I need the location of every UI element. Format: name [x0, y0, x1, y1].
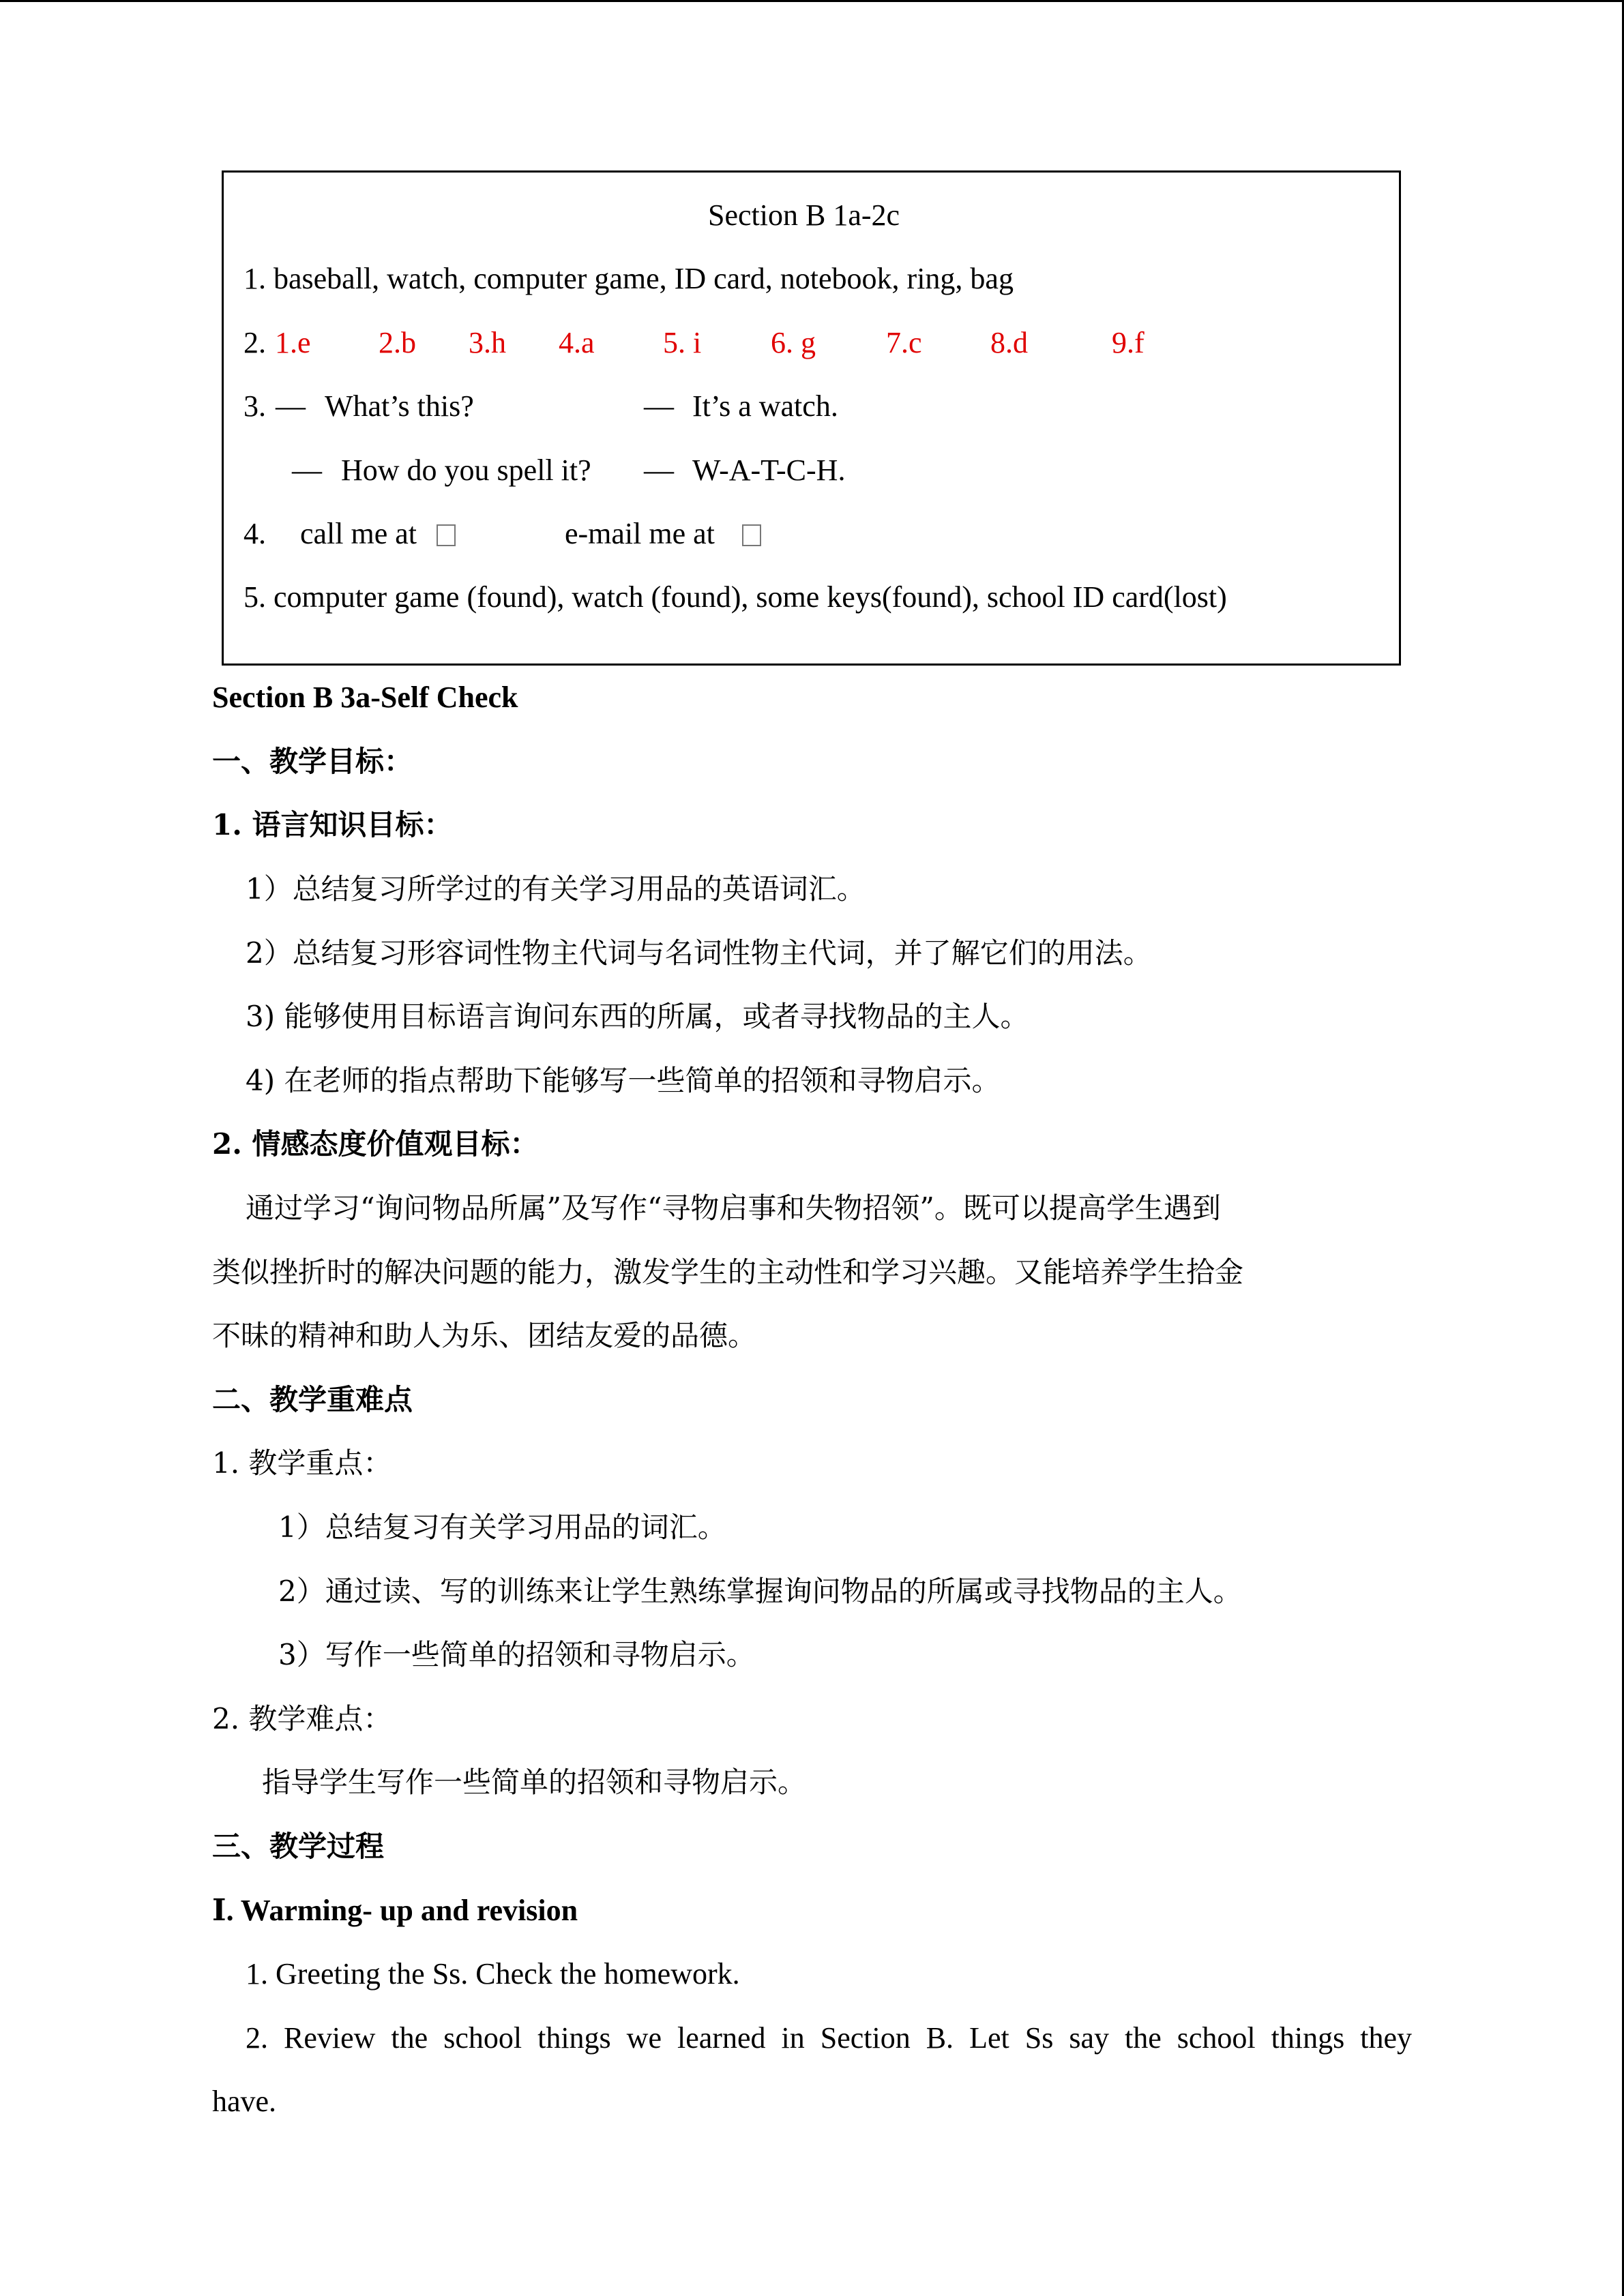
call-me-label: call me at: [300, 517, 417, 550]
missing-glyph-icon: [437, 515, 456, 553]
step1-heading: Ⅰ. Warming- up and revision: [212, 1894, 578, 1927]
answer-item-2-prefix: 2.: [243, 326, 266, 359]
key2-heading: 2. 教学难点：: [212, 1702, 392, 1735]
dash: —: [292, 453, 322, 487]
section-title: Section B 3a-Self Check: [212, 681, 518, 714]
keypoints-heading: 二、教学重难点: [212, 1383, 413, 1416]
step1-item: 2. Review the school things we learned in Section B. Let Ss say the school things they: [246, 2021, 1412, 2055]
answer-match: 5. i: [663, 326, 702, 359]
dialogue-q2: How do you spell it?: [341, 453, 591, 487]
missing-glyph-icon: [742, 515, 761, 553]
answer-item-1: 1. baseball, watch, computer game, ID card, notebook, ring, bag: [243, 262, 1014, 295]
answer-match: 1.e: [275, 326, 311, 359]
key1-item: 2）通过读、写的训练来让学生熟练掌握询问物品的所属或寻找物品的主人。: [278, 1575, 1242, 1608]
goal1-item: 1）总结复习所学过的有关学习用品的英语词汇。: [246, 872, 866, 906]
email-me-label: e-mail me at: [565, 517, 715, 550]
dash: —: [644, 453, 674, 487]
answer-match: 2.b: [379, 326, 416, 359]
goal2-text-line: 不昧的精神和助人为乐、团结友爱的品德。: [212, 1319, 757, 1352]
answer-match: 9.f: [1112, 326, 1145, 359]
key1-item: 1）总结复习有关学习用品的词汇。: [278, 1510, 726, 1544]
answer-match: 8.d: [990, 326, 1028, 359]
goal2-text-line: 通过学习“询问物品所属”及写作“寻物启事和失物招领”。既可以提高学生遇到: [246, 1191, 1221, 1225]
dash: —: [644, 389, 674, 423]
answer-item-5: 5. computer game (found), watch (found), some keys(found), school ID card(lost): [243, 580, 1227, 614]
goals-heading: 一、教学目标：: [212, 745, 413, 778]
answer-match: 4.a: [559, 326, 595, 359]
step1-item: 1. Greeting the Ss. Check the homework.: [246, 1957, 740, 1991]
dialogue-a2: W-A-T-C-H.: [692, 453, 846, 487]
answer-item-3-num: 3.: [243, 389, 266, 423]
page-top-border: [0, 0, 1624, 2]
answer-box-title: Section B 1a-2c: [708, 198, 900, 232]
key2-text: 指导学生写作一些简单的招领和寻物启示。: [262, 1765, 807, 1799]
key1-heading: 1. 教学重点：: [212, 1446, 392, 1480]
dash: —: [276, 389, 306, 423]
goal1-heading: 1. 语言知识目标：: [212, 808, 453, 841]
answer-match: 3.h: [469, 326, 506, 359]
key1-item: 3）写作一些简单的招领和寻物启示。: [278, 1638, 755, 1671]
dialogue-q1: What’s this?: [325, 389, 474, 423]
answer-item-2: [243, 324, 1198, 362]
goal1-item: 2）总结复习形容词性物主代词与名词性物主代词，并了解它们的用法。: [246, 936, 1152, 970]
dialogue-a1: It’s a watch.: [692, 389, 838, 423]
goal1-item: 3) 能够使用目标语言询问东西的所属，或者寻找物品的主人。: [246, 1000, 1029, 1033]
goal2-heading: 2. 情感态度价值观目标：: [212, 1127, 539, 1161]
step1-item-continued: have.: [212, 2085, 277, 2118]
goal1-item: 4) 在老师的指点帮助下能够写一些简单的招领和寻物启示。: [246, 1064, 1001, 1097]
answer-item-4-num: 4.: [243, 517, 266, 550]
process-heading: 三、教学过程: [212, 1830, 385, 1863]
answer-match: 7.c: [886, 326, 922, 359]
goal2-text-line: 类似挫折时的解决问题的能力，激发学生的主动性和学习兴趣。又能培养学生拾金: [212, 1255, 1244, 1289]
answer-match: 6. g: [771, 326, 816, 359]
